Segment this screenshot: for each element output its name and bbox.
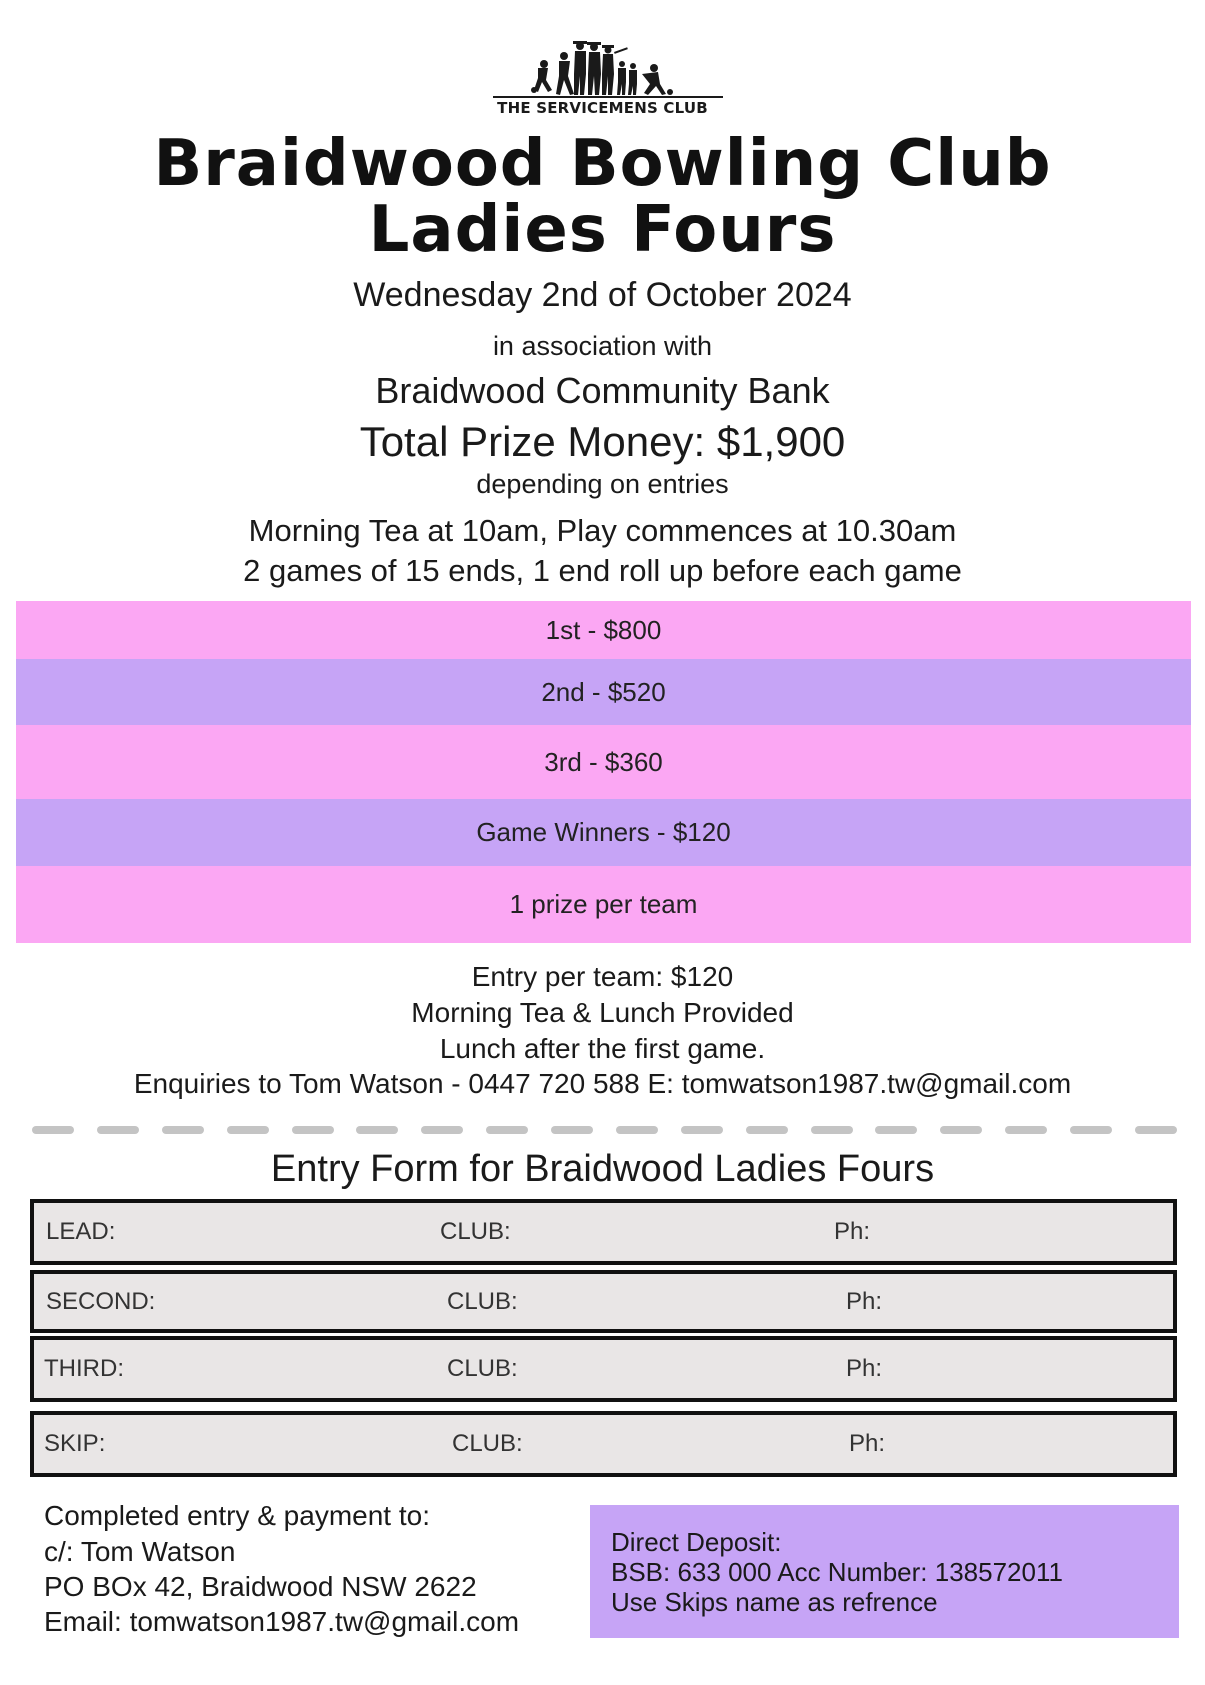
association-text: in association with — [492, 331, 713, 361]
phone-label: Ph: — [834, 1218, 871, 1245]
club-label: CLUB: — [447, 1355, 518, 1382]
schedule-text: Morning Tea at 10am, Play commences at 10.30am — [248, 513, 957, 548]
logo-underline — [493, 96, 723, 98]
page-subtitle: Ladies Fours — [368, 193, 837, 267]
position-label: SKIP: — [44, 1430, 106, 1457]
payment-heading: Completed entry & payment to: — [44, 1500, 430, 1531]
lunch-info: Lunch after the first game. — [439, 1033, 766, 1064]
prize-band-note — [16, 866, 1191, 943]
prize-label: 2nd - $520 — [541, 676, 666, 707]
phone-label: Ph: — [849, 1430, 886, 1457]
phone-label: Ph: — [846, 1355, 883, 1382]
position-label: LEAD: — [46, 1218, 116, 1245]
format-text: 2 games of 15 ends, 1 end roll up before each game — [243, 553, 962, 588]
form-row-third[interactable] — [30, 1336, 1177, 1402]
payment-email: Email: tomwatson1987.tw@gmail.com — [44, 1606, 520, 1637]
total-prize-money: Total Prize Money: $1,900 — [359, 418, 846, 465]
meals-info: Morning Tea & Lunch Provided — [411, 997, 794, 1028]
entry-fee: Entry per team: $120 — [471, 961, 734, 992]
form-row-skip[interactable] — [30, 1411, 1177, 1477]
prize-band-game-winners — [16, 799, 1191, 866]
prize-label: Game Winners - $120 — [476, 817, 731, 847]
position-label: THIRD: — [44, 1355, 124, 1382]
page-title: Braidwood Bowling Club — [153, 127, 1052, 201]
form-row-second[interactable] — [30, 1270, 1177, 1333]
payment-address: PO BOx 42, Braidwood NSW 2622 — [44, 1571, 477, 1602]
club-label: CLUB: — [440, 1218, 511, 1245]
cut-line-divider — [32, 1126, 1177, 1136]
enquiries-info: Enquiries to Tom Watson - 0447 720 588 E: tomwatson1987.tw@gmail.com — [133, 1068, 1072, 1099]
club-logo-icon — [530, 38, 680, 96]
prize-label: 1 prize per team — [509, 889, 698, 919]
phone-label: Ph: — [846, 1287, 883, 1315]
direct-deposit-box — [590, 1505, 1179, 1638]
club-label: CLUB: — [447, 1287, 518, 1315]
prize-label: 3rd - $360 — [544, 746, 663, 777]
prize-note: depending on entries — [476, 469, 729, 499]
deposit-reference: Use Skips name as refrence — [611, 1587, 938, 1617]
club-label: CLUB: — [452, 1430, 523, 1457]
logo-name: THE SERVICEMENS CLUB — [497, 99, 708, 117]
event-date: Wednesday 2nd of October 2024 — [353, 276, 852, 314]
form-row-lead[interactable] — [30, 1199, 1177, 1265]
position-label: SECOND: — [46, 1287, 156, 1315]
prize-label: 1st - $800 — [545, 614, 662, 645]
entry-form-title: Entry Form for Braidwood Ladies Fours — [270, 1148, 935, 1190]
payment-recipient: c/: Tom Watson — [44, 1536, 236, 1567]
deposit-heading: Direct Deposit: — [611, 1527, 782, 1557]
prize-band-second — [16, 659, 1191, 725]
prize-band-third — [16, 725, 1191, 799]
sponsor-name: Braidwood Community Bank — [375, 370, 830, 411]
deposit-account: BSB: 633 000 Acc Number: 138572011 — [611, 1557, 1063, 1587]
prize-band-first — [16, 601, 1191, 659]
